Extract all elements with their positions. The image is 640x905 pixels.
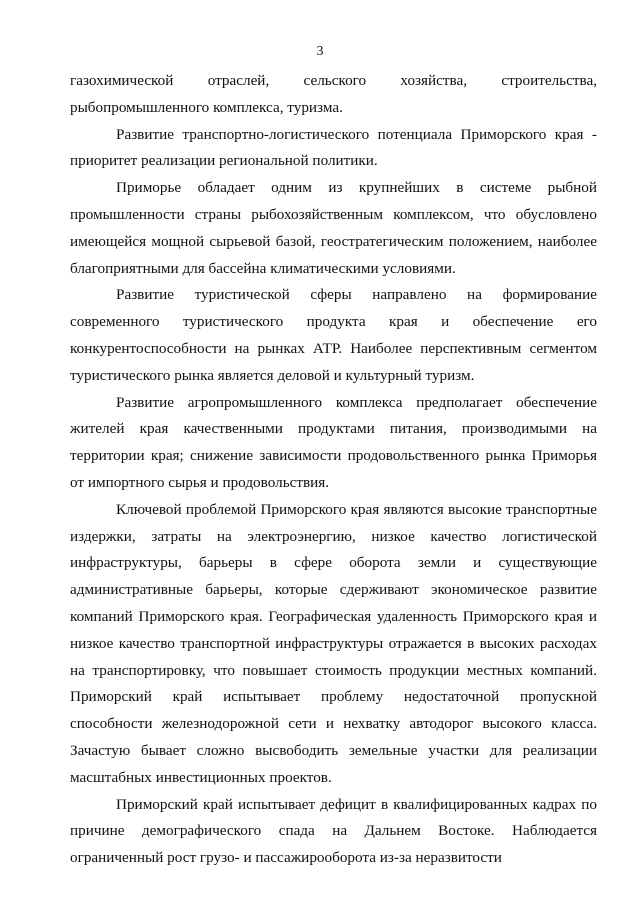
paragraph-key-problems: Ключевой проблемой Приморского края являются высокие транспортные издержки, затраты на электроэнергию, низкое качество логистической инфраструктуры, барьеры в сфере оборота земли и существующие административные барьеры, которые сдерживают экономическое развитие компаний Приморского края. Географическая удаленность Приморского края и низкое качество транспортной инфраструктуры отражается в высоких расходах на транспортировку, что повышает стоимость продукции местных компаний. Приморский край испытывает проблему недостаточной пропускной способности железнодорожной сети и нехватку автодорог высокого класса. Зачастую бывает сложно высвободить земельные участки для реализации масштабных инвестиционных проектов. (70, 500, 597, 786)
paragraph-fishery: Приморье обладает одним из крупнейших в системе рыбной промышленности страны рыбохозяйственным комплексом, что обусловлено имеющейся мощной сырьевой базой, геостратегическим положением, наиболее благоприятными для бассейна климатическими условиями. (70, 179, 597, 277)
paragraph-agro: Развитие агропромышленного комплекса предполагает обеспечение жителей края качественными продуктами питания, производимыми на территории края; снижение зависимости продовольственного рынка Приморья от импортного сырья и продовольствия. (70, 393, 597, 491)
paragraph-continuation: газохимической отраслей, сельского хозяйства, строительства, рыбопромышленного комплекса, туризма. (70, 72, 597, 116)
paragraph-qualified-staff: Приморский край испытывает дефицит в квалифицированных кадрах по причине демографического спада на Дальнем Востоке. Наблюдается ограниченный рост грузо- и пассажирооборота из-за неразвитости (70, 795, 597, 867)
paragraph-transport-logistics: Развитие транспортно-логистического потенциала Приморского края - приоритет реализации региональной политики. (70, 125, 597, 170)
document-body (70, 68, 597, 872)
page-number: 3 (316, 44, 324, 59)
paragraph-tourism: Развитие туристической сферы направлено на формирование современного туристического продукта края и обеспечение его конкурентоспособности на рынках АТР. Наиболее перспективным сегментом туристического рынка является деловой и культурный туризм. (70, 286, 597, 384)
